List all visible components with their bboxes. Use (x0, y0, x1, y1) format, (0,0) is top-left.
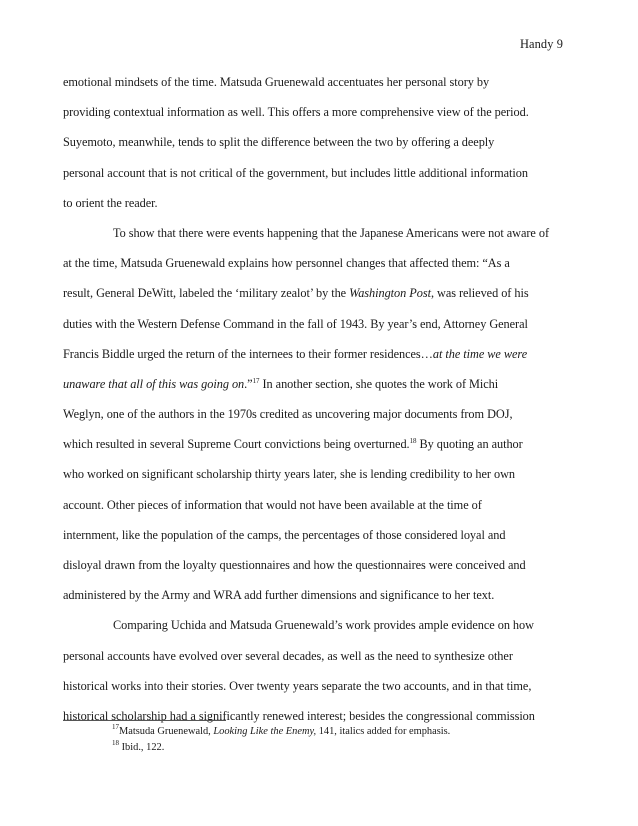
text-line (63, 641, 573, 671)
footnote (112, 724, 450, 740)
text-run: , was relieved of his (430, 286, 529, 301)
text-line (63, 218, 573, 248)
text-run: Francis Biddle urged the return of the internees to their former residences… (63, 346, 433, 361)
footnote-separator (63, 720, 226, 721)
text-line (63, 429, 573, 459)
text-run: at the time, Matsuda Gruenewald explains how personnel changes that affected them: “As a (63, 256, 510, 271)
italic-text: Looking Like the Enemy, (213, 726, 317, 737)
text-line (63, 97, 573, 127)
footnote-ref: 18 (409, 437, 417, 446)
text-line (63, 309, 573, 339)
text-run: Weglyn, one of the authors in the 1970s credited as uncovering major documents from DOJ, (63, 407, 513, 422)
text-line (63, 399, 573, 429)
text-run: duties with the Western Defense Command in the fall of 1943. By year’s end, Attorney General (63, 316, 528, 331)
text-run: who worked on significant scholarship thirty years later, she is lending credibility to her own (63, 467, 516, 482)
text-run: personal accounts have evolved over several decades, as well as the need to synthesize other (63, 648, 513, 663)
footnotes (112, 724, 450, 756)
text-run: Matsuda Gruenewald, (119, 726, 214, 737)
text-run: which resulted in several Supreme Court convictions being overturned. (63, 437, 410, 452)
text-run: Comparing Uchida and Matsuda Gruenewald’s work provides ample evidence on how (113, 618, 534, 633)
text-line (63, 158, 573, 188)
text-run: historical works into their stories. Over twenty years separate the two accounts, and in that time, (63, 678, 532, 693)
text-run: administered by the Army and WRA add further dimensions and significance to her text. (63, 588, 495, 603)
text-run: By quoting an author (416, 437, 523, 452)
text-run: disloyal drawn from the loyalty questionnaires and how the questionnaires were conceived and (63, 558, 526, 572)
text-line (63, 339, 573, 369)
text-run: result, General DeWitt, labeled the ‘military zealot’ by the (63, 286, 350, 301)
text-run: providing contextual information as well. This offers a more comprehensive view of the period. (63, 105, 529, 120)
footnote-ref: 18 (112, 739, 119, 747)
text-line (63, 67, 573, 97)
text-run: account. Other pieces of information that would not have been available at the time of (63, 497, 482, 512)
footnote-ref: 17 (112, 723, 119, 731)
text-line (63, 610, 573, 640)
text-run: internment, like the population of the camps, the percentages of those considered loyal and (63, 527, 506, 542)
text-line (63, 127, 573, 157)
text-line (63, 248, 573, 278)
text-run: 141, italics added for emphasis. (316, 726, 451, 737)
footnote (112, 740, 450, 756)
italic-text: Washington Post (349, 286, 431, 301)
italic-text: at the time we were (432, 346, 528, 361)
page-number: 9 (556, 37, 563, 51)
text-run: In another section, she quotes the work of Michi (259, 376, 499, 391)
text-line (63, 550, 573, 580)
text-line (63, 459, 573, 489)
text-run: To show that there were events happening that the Japanese Americans were not aware of (113, 225, 549, 240)
text-run: historical scholarship had a significantly renewed interest; besides the congressional commission (63, 708, 535, 723)
text-line (63, 520, 573, 550)
text-line (63, 671, 573, 701)
text-line (63, 490, 573, 520)
italic-text: unaware that all of this was going on (63, 376, 245, 391)
footnote-ref: 17 (252, 376, 260, 385)
text-run: Suyemoto, meanwhile, tends to split the difference between the two by offering a deeply (63, 135, 495, 150)
text-run: personal account that is not critical of the government, but includes little additional information (63, 165, 528, 180)
text-run: emotional mindsets of the time. Matsuda Gruenewald accentuates her personal story by (63, 75, 490, 89)
text-run: .” (244, 376, 253, 391)
text-run: Ibid., 122. (119, 742, 165, 753)
text-line (63, 369, 573, 399)
body-text (63, 67, 573, 731)
running-head-name: Handy (519, 37, 554, 51)
text-run: to orient the reader. (63, 195, 158, 210)
running-header (520, 37, 563, 52)
text-line (63, 278, 573, 308)
text-line (63, 580, 573, 610)
text-line (63, 188, 573, 218)
